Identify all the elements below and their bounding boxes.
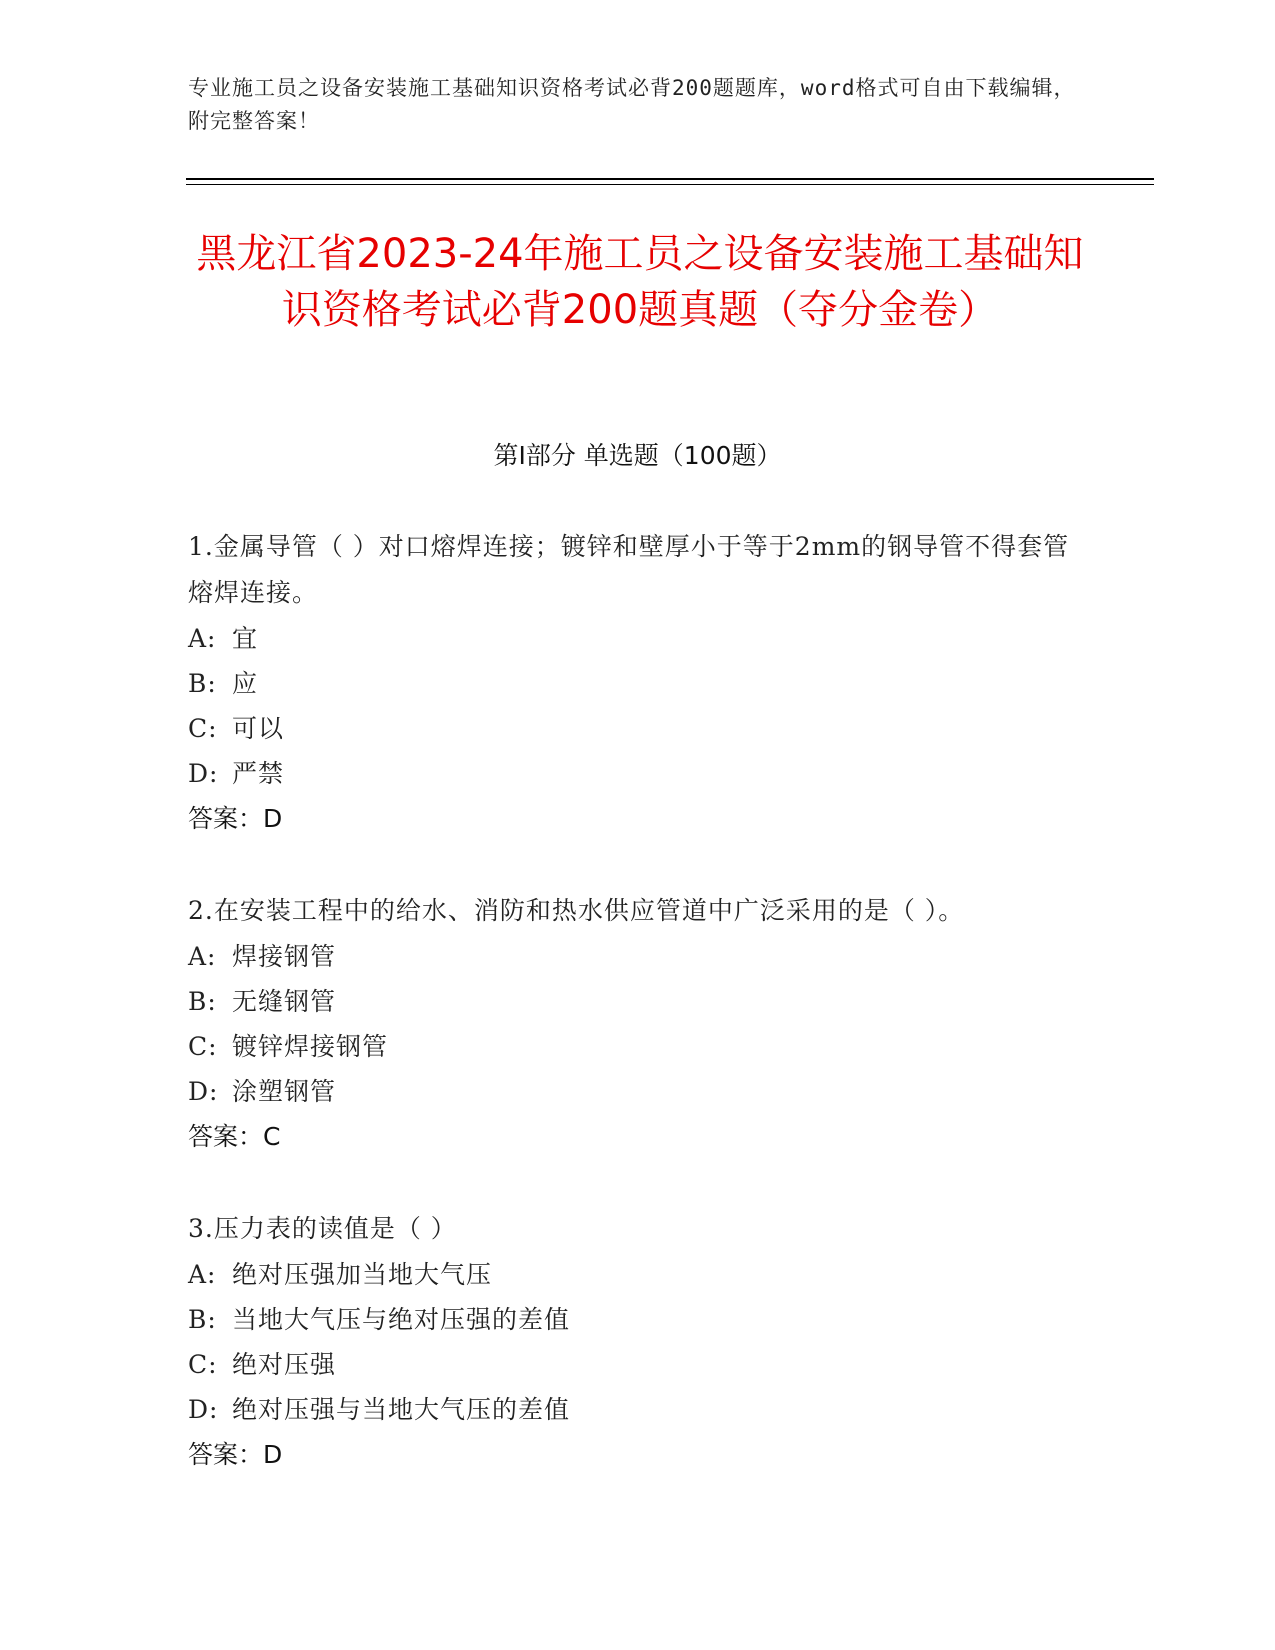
question-3	[188, 1206, 1088, 1478]
answer: 答案：D	[188, 804, 283, 833]
question-stem: 3.压力表的读值是（ ）	[188, 1214, 457, 1243]
answer: 答案：C	[188, 1122, 281, 1151]
option-text: 无缝钢管	[232, 987, 337, 1016]
option-text: 绝对压强	[232, 1350, 337, 1379]
option-c	[188, 1342, 1088, 1387]
option-d	[188, 1387, 1088, 1432]
option-b	[188, 979, 1088, 1024]
option-text: 绝对压强加当地大气压	[232, 1260, 493, 1289]
question-stem: 2.在安装工程中的给水、消防和热水供应管道中广泛采用的是（ ）。	[188, 896, 965, 925]
header-divider-thick	[186, 178, 1154, 180]
section-heading: 第Ⅰ部分 单选题（100题）	[493, 441, 782, 470]
option-text: 当地大气压与绝对压强的差值	[232, 1305, 571, 1334]
option-b	[188, 1297, 1088, 1342]
option-d	[188, 751, 1088, 796]
option-key: B:	[188, 1305, 217, 1334]
option-key: B:	[188, 669, 217, 698]
option-text: 严禁	[232, 759, 285, 788]
option-key: D:	[188, 759, 219, 788]
question-stem: 1.金属导管（ ）对口熔焊连接；镀锌和壁厚小于等于2mm的钢导管不得套管熔焊连接。	[188, 532, 1070, 607]
option-text: 宜	[232, 624, 259, 653]
option-text: 焊接钢管	[232, 942, 337, 971]
option-key: B:	[188, 987, 217, 1016]
option-a	[188, 1252, 1088, 1297]
option-key: D:	[188, 1077, 219, 1106]
option-a	[188, 616, 1088, 661]
option-text: 应	[232, 669, 259, 698]
option-key: D:	[188, 1395, 219, 1424]
option-key: C:	[188, 1032, 218, 1061]
option-key: A:	[188, 1260, 217, 1289]
question-2	[188, 888, 1088, 1160]
option-key: C:	[188, 714, 218, 743]
question-list	[188, 524, 1088, 1524]
option-key: A:	[188, 942, 217, 971]
option-c	[188, 1024, 1088, 1069]
header-note: 专业施工员之设备安装施工基础知识资格考试必背200题题库，word格式可自由下载编辑，附完整答案！	[188, 76, 1076, 133]
answer: 答案：D	[188, 1440, 283, 1469]
document-title: 黑龙江省2023-24年施工员之设备安装施工基础知识资格考试必背200题真题（夺分金卷）	[196, 231, 1084, 333]
option-c	[188, 706, 1088, 751]
option-text: 可以	[232, 714, 285, 743]
option-key: A:	[188, 624, 217, 653]
option-d	[188, 1069, 1088, 1114]
question-1	[188, 524, 1088, 842]
option-text: 涂塑钢管	[232, 1077, 337, 1106]
option-b	[188, 661, 1088, 706]
option-key: C:	[188, 1350, 218, 1379]
header-divider-thin	[186, 184, 1154, 185]
option-text: 镀锌焊接钢管	[232, 1032, 389, 1061]
option-text: 绝对压强与当地大气压的差值	[232, 1395, 571, 1424]
option-a	[188, 934, 1088, 979]
